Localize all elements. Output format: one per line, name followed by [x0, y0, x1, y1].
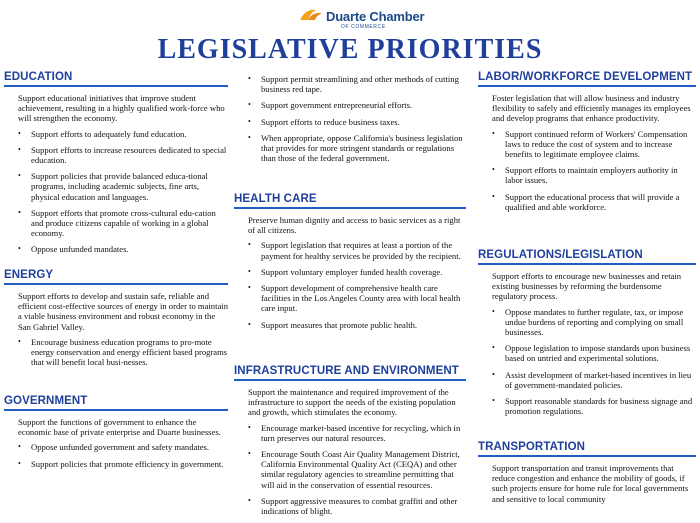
list-item: • Oppose unfunded mandates.	[18, 244, 129, 255]
bullet-icon: •	[248, 100, 251, 110]
list-item: • Support efforts that promote cross-cultural edu-cation and produce citizens capable of working in a global economy.	[18, 207, 216, 239]
section-infrastructure	[234, 364, 466, 522]
section-heading: LABOR/WORKFORCE DEVELOPMENT	[478, 70, 696, 87]
list-item: • Encourage South Coast Air Quality Management District, California Environmental Quality Act (CEQA) and other similar regulatory agencies to streamline permitting that will aid in the conservation of essential resources.	[248, 449, 460, 490]
section-intro: Support the functions of government to enhance the economic base of private enterprise and Duarte businesses.	[18, 417, 221, 438]
list-item: • Support efforts to increase resources dedicated to special education.	[18, 144, 227, 166]
bullet-list	[4, 442, 228, 468]
section-heading: ENERGY	[4, 268, 228, 285]
page-title: LEGISLATIVE PRIORITIES	[157, 34, 543, 65]
bullet-icon: •	[248, 495, 251, 505]
list-item: • Support policies that provide balanced educa-tional programs, including academic subjects, fine arts, physical education and languages.	[18, 171, 208, 202]
section-intro: Support the maintenance and required improvement of the infrastructure to support the needs of the existing population and growth, which stimulates the economy.	[248, 387, 456, 418]
bullet-icon: •	[18, 128, 21, 138]
bullet-list	[234, 423, 466, 517]
bullet-icon: •	[18, 144, 21, 154]
list-item: • When appropriate, oppose California's business legislation that provides for more stringent standards or regulations than those of the federal government.	[248, 132, 463, 164]
section-intro: Support efforts to develop and sustain safe, reliable and efficient cost-effective sources of energy in order to maintain a viable business environment and robust economy in the San Gabriel Valley.	[18, 291, 228, 332]
section-intro: Support transportation and transit improvements that reduce congestion and enhance the mobility of goods, if such projects ensure for home rule for local governments and sensitive to local community	[492, 463, 689, 504]
bullet-list	[234, 74, 466, 163]
bullet-icon: •	[248, 240, 251, 250]
section-health-care	[234, 192, 466, 336]
section-intro: Support educational initiatives that improve student achievement, resulting in a highly qualified work-force who will strengthen the economy.	[18, 93, 225, 124]
list-item: • Oppose mandates to further regulate, tax, or impose undue burdens of reporting and complying on small businesses.	[492, 306, 684, 338]
bullet-icon: •	[248, 283, 251, 293]
bullet-icon: •	[18, 442, 21, 452]
section-government	[4, 394, 228, 475]
section-regulations	[478, 248, 696, 422]
bullet-icon: •	[248, 116, 251, 126]
bullet-icon: •	[248, 132, 251, 142]
bullet-icon: •	[492, 191, 495, 201]
section-intro: Foster legislation that will allow business and industry flexibility to safely and efficiently manages its employees and develop programs that enhance productivity.	[492, 93, 691, 124]
list-item: • Encourage market-based incentive for recycling, which in turn preserves our natural resources.	[248, 422, 461, 443]
bullet-icon: •	[18, 207, 21, 217]
list-item: • Encourage business education programs to pro-mote energy conservation and energy efficient based programs that will benefit local busi-nesses.	[18, 336, 228, 368]
bullet-icon: •	[18, 171, 21, 181]
section-transportation	[478, 440, 696, 504]
section-intro: Preserve human dignity and access to basic services as a right of all citizens.	[248, 215, 461, 236]
bullet-icon: •	[18, 458, 21, 468]
logo-subtitle: OF COMMERCE	[341, 24, 386, 30]
bullet-icon: •	[248, 449, 251, 459]
bullet-icon: •	[492, 343, 495, 353]
logo-name: Duarte Chamber	[326, 9, 425, 24]
section-heading: REGULATIONS/LEGISLATION	[478, 248, 696, 265]
bullet-icon: •	[492, 128, 495, 138]
list-item: • Support government entrepreneurial efforts.	[248, 100, 413, 111]
list-item: • Support continued reform of Workers' Compensation laws to reduce the cost of system and to increase benefits to legitimate employee claims.	[492, 128, 688, 160]
section-energy	[4, 268, 228, 373]
list-item: • Support aggressive measures to combat graffiti and other indications of blight.	[248, 495, 458, 517]
list-item: • Support efforts to maintain employers authority in labor issues.	[492, 165, 678, 186]
bullet-icon: •	[492, 306, 495, 316]
list-item: • Support reasonable standards for business signage and promotion regulations.	[492, 396, 693, 417]
bullet-icon: •	[248, 422, 251, 432]
bullet-list	[4, 337, 228, 368]
section-education	[4, 70, 228, 261]
list-item: • Support the educational process that will provide a qualified and able workforce.	[492, 191, 680, 212]
list-item: • Support efforts to reduce business taxes.	[248, 116, 400, 127]
bullet-list	[234, 240, 466, 329]
bullet-icon: •	[248, 74, 251, 83]
section-intro: Support efforts to encourage new businesses and retain existing businesses by reforming the burdensome regulatory process.	[492, 271, 682, 302]
bullet-icon: •	[492, 165, 495, 175]
bullet-icon: •	[18, 336, 21, 346]
list-item: • Oppose legislation to impose standards upon business based on untried and experimental solutions.	[492, 343, 691, 364]
list-item: • Assist development of market-based incentives in lieu of government-mandated policies.	[492, 369, 692, 390]
bullet-icon: •	[248, 266, 251, 276]
list-item: • Oppose unfunded government and safety mandates.	[18, 442, 210, 453]
section-heading: GOVERNMENT	[4, 394, 228, 411]
chamber-logo-icon	[298, 4, 326, 24]
list-item: • Support development of comprehensive health care facilities in the Los Angeles County area with local health care input.	[248, 283, 461, 314]
section-heading: TRANSPORTATION	[478, 440, 696, 457]
list-item: • Support permit streamlining and other methods of cutting business red tape.	[248, 74, 459, 95]
bullet-list	[478, 129, 696, 212]
bullet-icon: •	[248, 319, 251, 329]
bullet-list	[4, 129, 228, 255]
list-item: • Support measures that promote public health.	[248, 319, 418, 330]
bullet-list	[478, 307, 696, 417]
list-item: • Support legislation that requires at least a portion of the payment for healthy services be provided by the recipient.	[248, 240, 461, 261]
bullet-icon: •	[492, 369, 495, 379]
bullet-icon: •	[492, 396, 495, 406]
section-business	[234, 74, 466, 169]
bullet-icon: •	[18, 244, 21, 254]
section-heading: HEALTH CARE	[234, 192, 466, 209]
section-heading: INFRASTRUCTURE AND ENVIRONMENT	[234, 364, 466, 381]
section-labor	[478, 70, 696, 218]
list-item: • Support efforts to adequately fund education.	[18, 128, 187, 139]
section-heading: EDUCATION	[4, 70, 228, 87]
list-item: • Support policies that promote efficiency in government.	[18, 458, 224, 469]
list-item: • Support voluntary employer funded health coverage.	[248, 266, 443, 277]
